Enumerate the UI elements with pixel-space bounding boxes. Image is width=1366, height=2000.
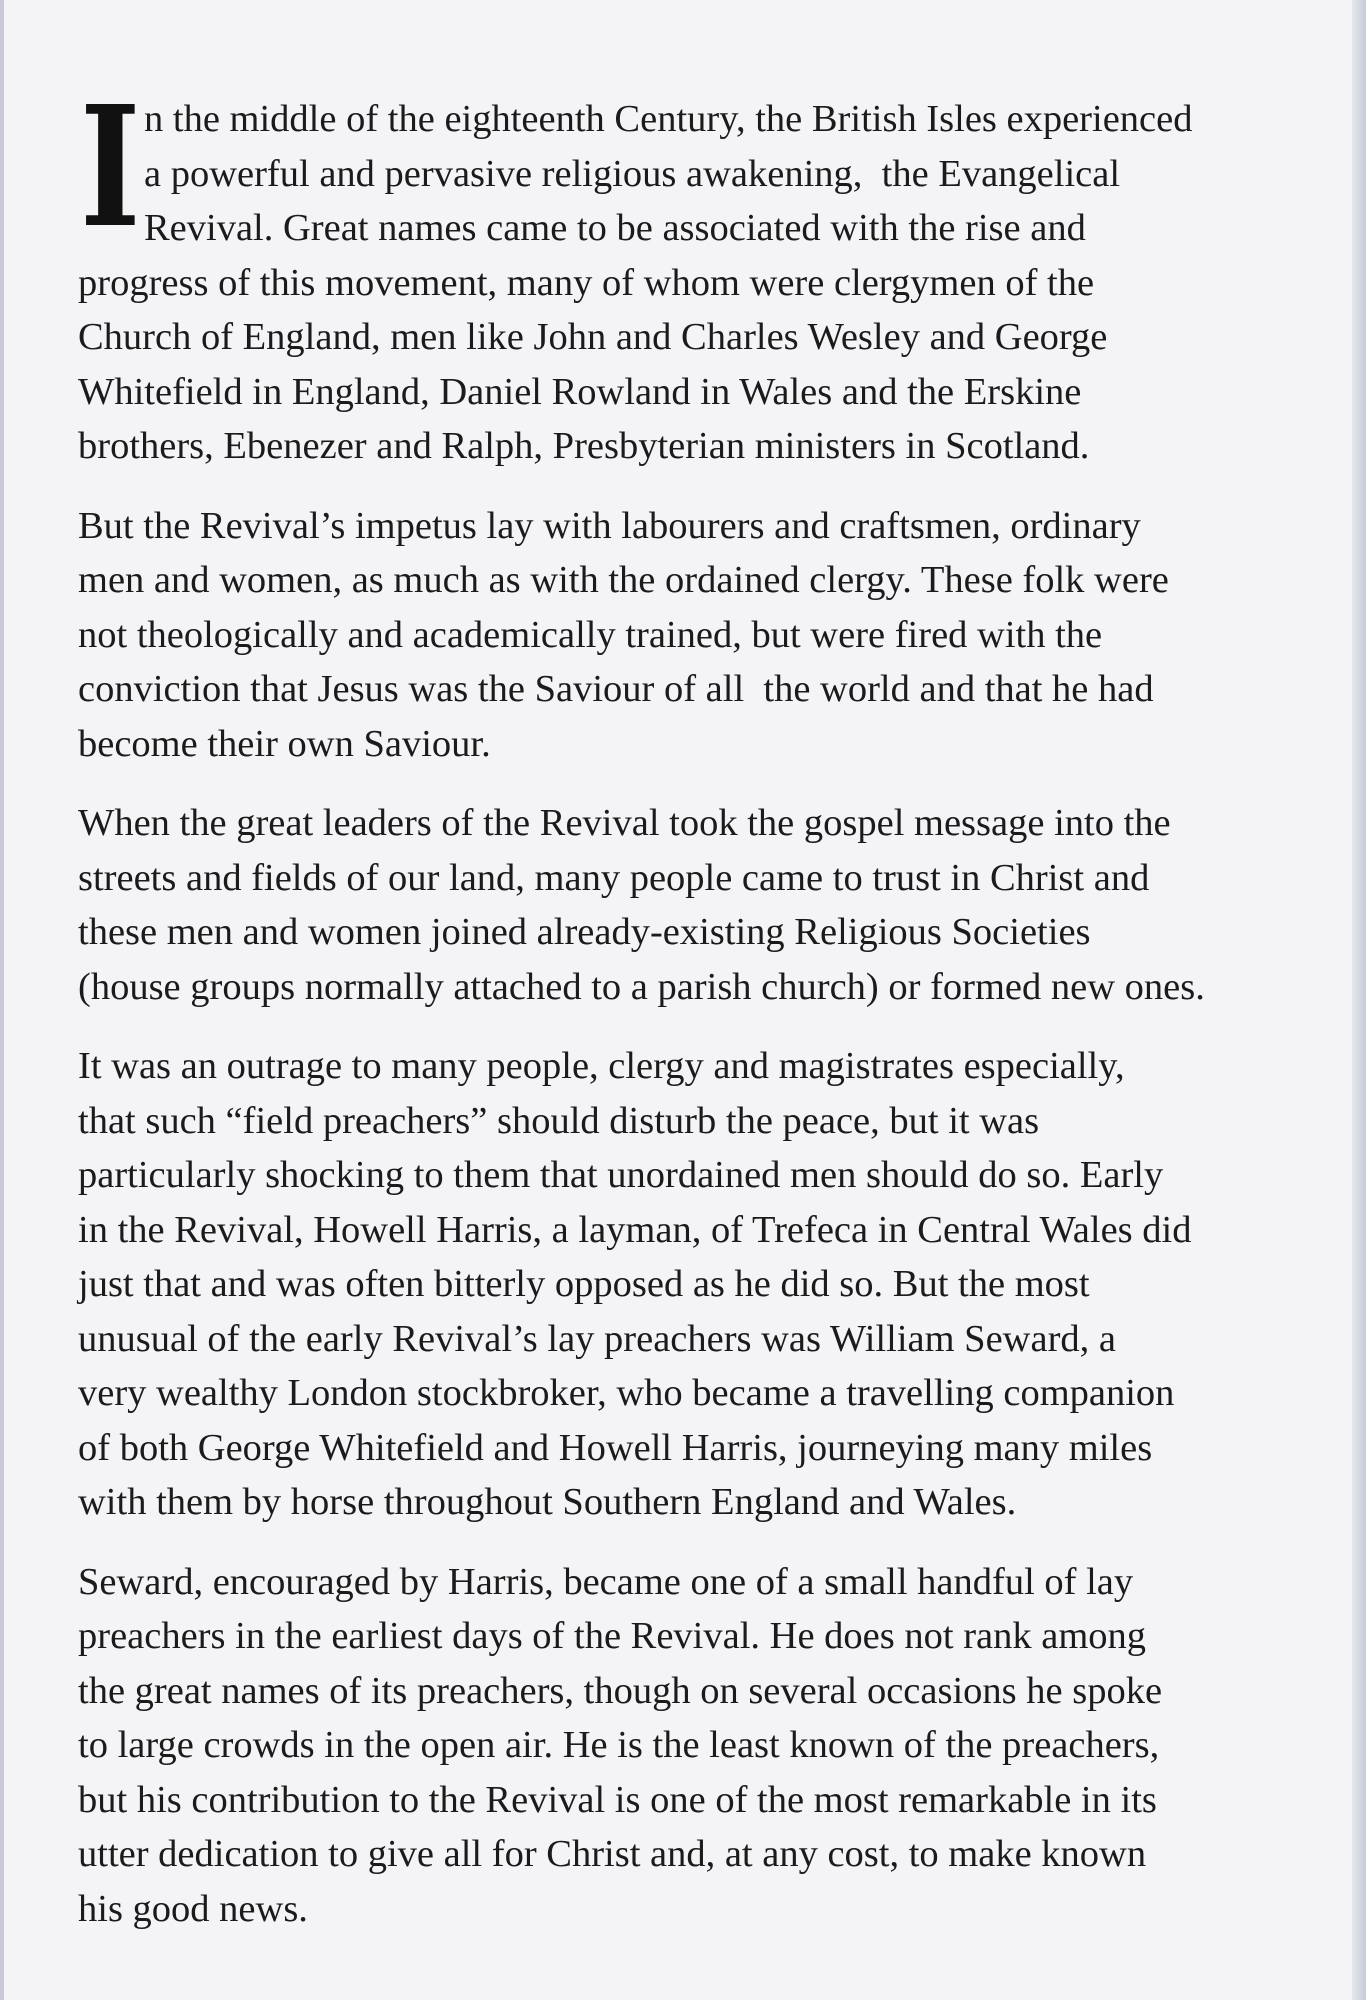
text-line: Revival. Great names came to be associated with the rise and: [144, 207, 1086, 249]
text-line: It was an outrage to many people, clergy and magistrates especially,: [78, 1045, 1125, 1087]
text-line: utter dedication to give all for Christ and, at any cost, to make known: [78, 1833, 1147, 1875]
scan-border-right: [1352, 0, 1366, 2000]
text-line: Seward, encouraged by Harris, became one of a small handful of lay: [78, 1560, 1134, 1603]
text-line: But the Revival’s impetus lay with labourers and craftsmen, ordinary: [78, 504, 1141, 547]
text-line: unusual of the early Revival’s lay preachers was William Seward, a: [78, 1317, 1116, 1360]
text-line: that such “field preachers” should disturb the peace, but it was: [78, 1099, 1040, 1142]
drop-cap: I: [80, 70, 141, 265]
text-line: conviction that Jesus was the Saviour of all the world and that he had: [78, 668, 1154, 710]
text-line: streets and fields of our land, many people came to trust in Christ and: [78, 856, 1150, 899]
text-line: just that and was often bitterly opposed as he did so. But the most: [78, 1263, 1090, 1305]
text-line: n the middle of the eighteenth Century, the British Isles experienced: [144, 98, 1193, 140]
text-line: When the great leaders of the Revival took the gospel message into the: [78, 802, 1171, 844]
text-line: men and women, as much as with the ordained clergy. These folk were: [78, 559, 1169, 601]
text-line: not theologically and academically trained, but were fired with the: [78, 613, 1103, 656]
text-line: progress of this movement, many of whom were clergymen of the: [78, 261, 1095, 304]
text-line: a powerful and pervasive religious awakening, the Evangelical: [144, 152, 1121, 195]
text-line: Church of England, men like John and Charles Wesley and George: [78, 316, 1108, 358]
text-line: preachers in the earliest days of the Revival. He does not rank among: [78, 1615, 1147, 1657]
paragraph-2: [78, 499, 1318, 772]
text-line: brothers, Ebenezer and Ralph, Presbyterian ministers in Scotland.: [78, 425, 1090, 467]
text-line: Whitefield in England, Daniel Rowland in Wales and the Erskine: [78, 370, 1082, 413]
text-line: very wealthy London stockbroker, who became a travelling companion: [78, 1372, 1175, 1414]
document-page: [78, 70, 1318, 1961]
text-line: (house groups normally attached to a parish church) or formed new ones.: [78, 965, 1205, 1008]
text-line: his good news.: [78, 1887, 308, 1930]
text-line: but his contribution to the Revival is one of the most remarkable in its: [78, 1778, 1157, 1821]
paragraph-4: [78, 1039, 1318, 1530]
paragraph-1: [78, 70, 1318, 474]
scan-border-left: [0, 0, 4, 2000]
text-line: the great names of its preachers, though on several occasions he spoke: [78, 1669, 1163, 1712]
text-line: become their own Saviour.: [78, 722, 491, 765]
text-line: to large crowds in the open air. He is the least known of the preachers,: [78, 1724, 1160, 1766]
paragraph-3: [78, 796, 1318, 1014]
paragraph-5: [78, 1555, 1318, 1937]
text-line: in the Revival, Howell Harris, a layman, of Trefeca in Central Wales did: [78, 1208, 1192, 1251]
text-line: particularly shocking to them that unordained men should do so. Early: [78, 1154, 1164, 1196]
text-line: of both George Whitefield and Howell Harris, journeying many miles: [78, 1426, 1153, 1469]
text-line: with them by horse throughout Southern England and Wales.: [78, 1481, 1017, 1523]
text-line: these men and women joined already-existing Religious Societies: [78, 911, 1091, 953]
